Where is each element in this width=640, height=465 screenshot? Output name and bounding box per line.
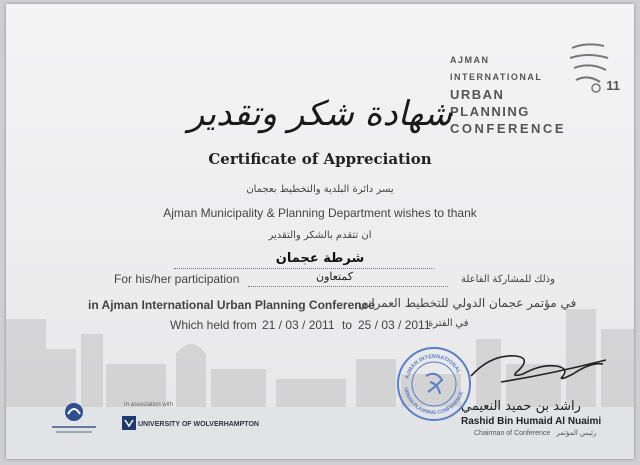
certificate-paper <box>6 4 634 459</box>
conference-english: in Ajman International Urban Planning Conference <box>88 298 375 312</box>
signatory-role-arabic: رئيس المؤتمر <box>556 429 597 437</box>
conference-arabic: في مؤتمر عجمان الدولي للتخطيط العمراني <box>358 296 577 310</box>
title-arabic: شهادة شكر وتقدير <box>187 94 453 134</box>
date-to-word: to <box>342 318 353 332</box>
signatory-name-arabic: راشد بن حميد النعيمي <box>461 399 581 414</box>
logo-year-text: 11 <box>606 78 620 93</box>
date-from: 21 / 03 / 2011 <box>262 318 335 332</box>
stamp-text-bottom: URBAN PLANNING CONFERENCE <box>402 387 465 417</box>
association-label: In association with <box>124 402 174 408</box>
held-arabic: في الفترة <box>428 318 469 329</box>
logo-line2: URBAN PLANNING <box>449 87 530 119</box>
signatory-role <box>474 429 596 437</box>
logo-year <box>606 78 620 93</box>
intro-arabic: يسر دائرة البلدية والتخطيط بعجمان <box>246 184 394 195</box>
stamp-text-top: AJMAN INTERNATIONAL <box>404 353 462 380</box>
partner-name: UNIVERSITY OF WOLVERHAMPTON <box>138 421 259 428</box>
calligraphy-emblem-icon <box>566 40 612 98</box>
intro-english: Ajman Municipality & Planning Department wishes to thank <box>163 206 477 220</box>
recipient-name: شرطة عجمان <box>275 251 365 266</box>
stamp-emblem-icon <box>426 374 442 394</box>
title-english: Certificate of Appreciation <box>208 150 432 168</box>
signatory-name-english: Rashid Bin Humaid Al Nuaimi <box>461 416 602 427</box>
signature <box>461 334 611 394</box>
date-to: 25 / 03 / 2011 <box>358 318 431 332</box>
participation-rule <box>248 286 448 287</box>
thanks-arabic: ان تتقدم بالشكر والتقدير <box>268 230 372 241</box>
held-from-english: Which held from <box>170 318 257 332</box>
wolverhampton-logo-icon <box>122 416 136 430</box>
logo-line3: CONFERENCE <box>449 121 566 136</box>
participation-value: كمتعاون <box>316 271 353 283</box>
signatory-role-english: Chairman of Conference <box>474 430 551 437</box>
participation-arabic: وذلك للمشاركة الفاعلة <box>461 274 555 285</box>
logo-line1: AJMAN INTERNATIONAL <box>449 55 543 82</box>
participation-english: For his/her participation <box>114 272 240 286</box>
municipality-logo-icon <box>46 402 102 436</box>
recipient-rule <box>174 268 434 269</box>
